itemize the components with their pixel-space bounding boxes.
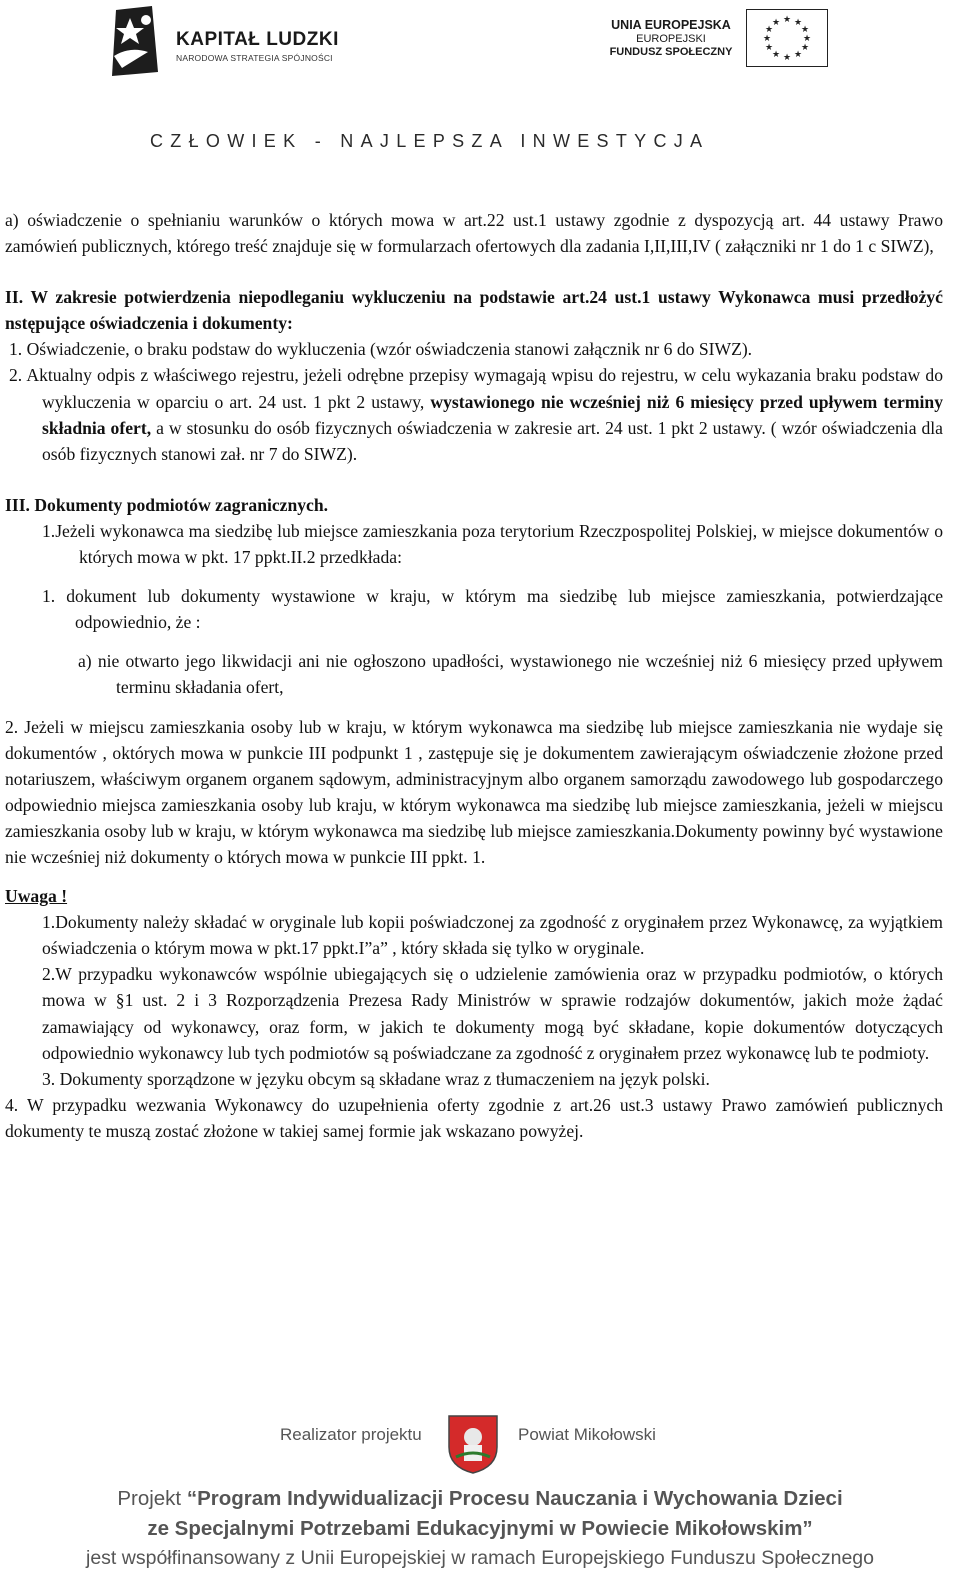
uwaga-heading: Uwaga !: [5, 886, 68, 907]
svg-text:★: ★: [802, 34, 812, 44]
eu-line-3: FUNDUSZ SPOŁECZNY: [609, 46, 733, 58]
footer-project-prefix: Projekt: [117, 1487, 187, 1510]
kapital-ludzki-subtitle: NARODOWA STRATEGIA SPÓJNOŚCI: [176, 53, 333, 63]
svg-text:★: ★: [793, 50, 803, 60]
paragraph-a: a) oświadczenie o spełnianiu warunków o których mowa w art.22 ust.1 ustawy zgodnie z dyspozycją art. 44 ustawy Prawo zamówień publicznych, którego treść znajduje się w formularzach ofertowych dla zadania I,II,III,IV ( załączniki nr 1 do 1 c SIWZ),: [5, 210, 943, 257]
footer-powiat: Powiat Mikołowski: [518, 1425, 656, 1444]
kapital-ludzki-title: KAPITAŁ LUDZKI: [176, 29, 339, 50]
uwaga-point-1: 1.Dokumenty należy składać w oryginale lub kopii poświadczonej za zgodność z oryginałem przez Wykonawcę, za wyjątkiem oświadczenia o którym mowa w pkt.17 ppkt.I”a” , który składa się tylko w oryginale.: [42, 912, 943, 959]
page-header: [0, 0, 960, 165]
kapital-ludzki-logo: [108, 6, 168, 76]
svg-text:★: ★: [764, 25, 774, 35]
footer-project-title-1: “Program Indywidualizacji Procesu Nauczania i Wychowania Dzieci: [186, 1487, 843, 1510]
section-2-heading: II. W zakresie potwierdzenia niepodleganiu wykluczeniu na podstawie art.24 ust.1 ustawy Wykonawca musi przedłożyć nstępujące oświadczenia i dokumenty:: [5, 287, 943, 334]
page-footer: [0, 1405, 960, 1593]
eu-line-2: EUROPEJSKI: [636, 33, 706, 45]
section-3-heading: III. Dokumenty podmiotów zagranicznych.: [5, 494, 329, 515]
paragraph-4: 4. W przypadku wezwania Wykonawcy do uzupełnienia oferty zgodnie z art.26 ust.3 ustawy Prawo zamówień publicznych dokumenty te muszą zostać złożone w takiej samej formie jak wskazano powyżej.: [5, 1094, 943, 1141]
coat-of-arms-icon: [446, 1413, 500, 1475]
svg-text:★: ★: [771, 50, 781, 60]
svg-text:★: ★: [762, 34, 772, 44]
document-body: [5, 207, 943, 1144]
eu-label: [600, 18, 742, 58]
svg-text:★: ★: [793, 18, 803, 28]
uwaga-point-3: 3. Dokumenty sporządzone w języku obcym są składane wraz z tłumaczeniem na język polski.: [42, 1068, 710, 1089]
eu-flag-icon: [746, 9, 828, 67]
svg-text:★: ★: [764, 43, 774, 53]
section-3-point-1: 1.Jeżeli wykonawca ma siedzibę lub miejsce zamieszkania poza terytorium Rzeczpospolitej Polskiej, w miejsce dokumentów o których mowa w pkt. 17 ppkt.II.2 przedkłada:: [42, 520, 943, 568]
uwaga-point-2: 2.W przypadku wykonawców wspólnie ubiegających się o udzielenie zamówienia oraz w przypadku podmiotów, o których mowa w §1 ust. 2 i 3 Rozporządzenia Prezesa Rady Ministrów w sprawie rodzajów dokumentów, jakich może żądać zamawiający od wykonawcy, oraz form, w jakich te dokumenty mogą być składane, kopie dokumentów dotyczących odpowiednio wykonawcy lub tych podmiotów są poświadczane za zgodność z oryginałem przez wykonawcę lub te podmioty.: [42, 964, 943, 1063]
eu-line-1: UNIA EUROPEJSKA: [611, 18, 731, 32]
section-2-item-2-bold: wystawionego nie wcześniej niż 6 miesięcy przed upływem terminy składnia ofert,: [42, 391, 943, 438]
footer-project-line-2: ze Specjalnymi Potrzebami Edukacyjnymi w Powiecie Mikołowskim”: [147, 1517, 813, 1540]
section-3-point-1-item-1: 1. dokument lub dokumenty wystawione w kraju, w którym ma siedzibę lub miejsce zamieszkania, potwierdzające odpowiednio, że :: [42, 586, 943, 633]
footer-cofinancing-line: jest współfinansowany z Unii Europejskiej w ramach Europejskiego Funduszu Społecznego: [86, 1547, 874, 1569]
svg-text:★: ★: [782, 15, 792, 25]
section-2-item-2: [9, 362, 943, 466]
header-slogan: CZŁOWIEK - NAJLEPSZA INWESTYCJA: [150, 131, 710, 151]
svg-text:★: ★: [800, 43, 810, 53]
section-3-point-2: 2. Jeżeli w miejscu zamieszkania osoby lub w kraju, w którym wykonawca ma siedzibę lub miejsce zamieszkania nie wydaje się dokumentów , októrych mowa w punkcie III podpunkt 1 , zastępuje się je dokumentem zawierającym oświadczenie złożone przed notariuszem, właściwym organem organem sądowym, administracyjnym albo organem samorządu zawodowego lub gospodarczego odpowiednio miejsca zamieszkania osoby lub kraju, w którym wykonawca ma siedzibę lub miejsce zamieszkania, jeżeli w miejscu zamieszkania osoby lub w kraju, w którym wykonawca ma siedzibę lub miejsce zamieszkania.Dokumenty powinny być wystawione nie wcześniej niż dokumenty o których mowa w punkcie III ppkt. 1.: [5, 716, 943, 867]
section-2-item-2-text: 2. Aktualny odpis z właściwego rejestru, jeżeli odrębne przepisy wymagają wpisu do rejestru, w celu wykazania braku podstaw do wykluczenia w oparciu o art. 24 ust. 1 pkt 2 ustawy,: [9, 365, 943, 412]
section-2-item-2-rest: a w stosunku do osób fizycznych oświadczenia w zakresie art. 24 ust. 1 pkt 2 ustawy. ( wzór oświadczenia dla osób fizycznych stanowi zał. nr 7 do SIWZ).: [42, 417, 943, 464]
footer-project-line-1: [0, 1487, 960, 1511]
section-3-point-1-item-a: a) nie otwarto jego likwidacji ani nie ogłoszono upadłości, wystawionego nie wcześniej niż 6 miesięcy przed upływem terminu składania ofert,: [78, 651, 943, 698]
section-2-item-1: 1. Oświadczenie, o braku podstaw do wykluczenia (wzór oświadczenia stanowi załącznik nr 6 do SIWZ).: [9, 339, 753, 360]
svg-text:★: ★: [800, 25, 810, 35]
svg-text:★: ★: [782, 53, 792, 63]
svg-text:★: ★: [771, 18, 781, 28]
footer-realizator: Realizator projektu: [280, 1425, 422, 1444]
